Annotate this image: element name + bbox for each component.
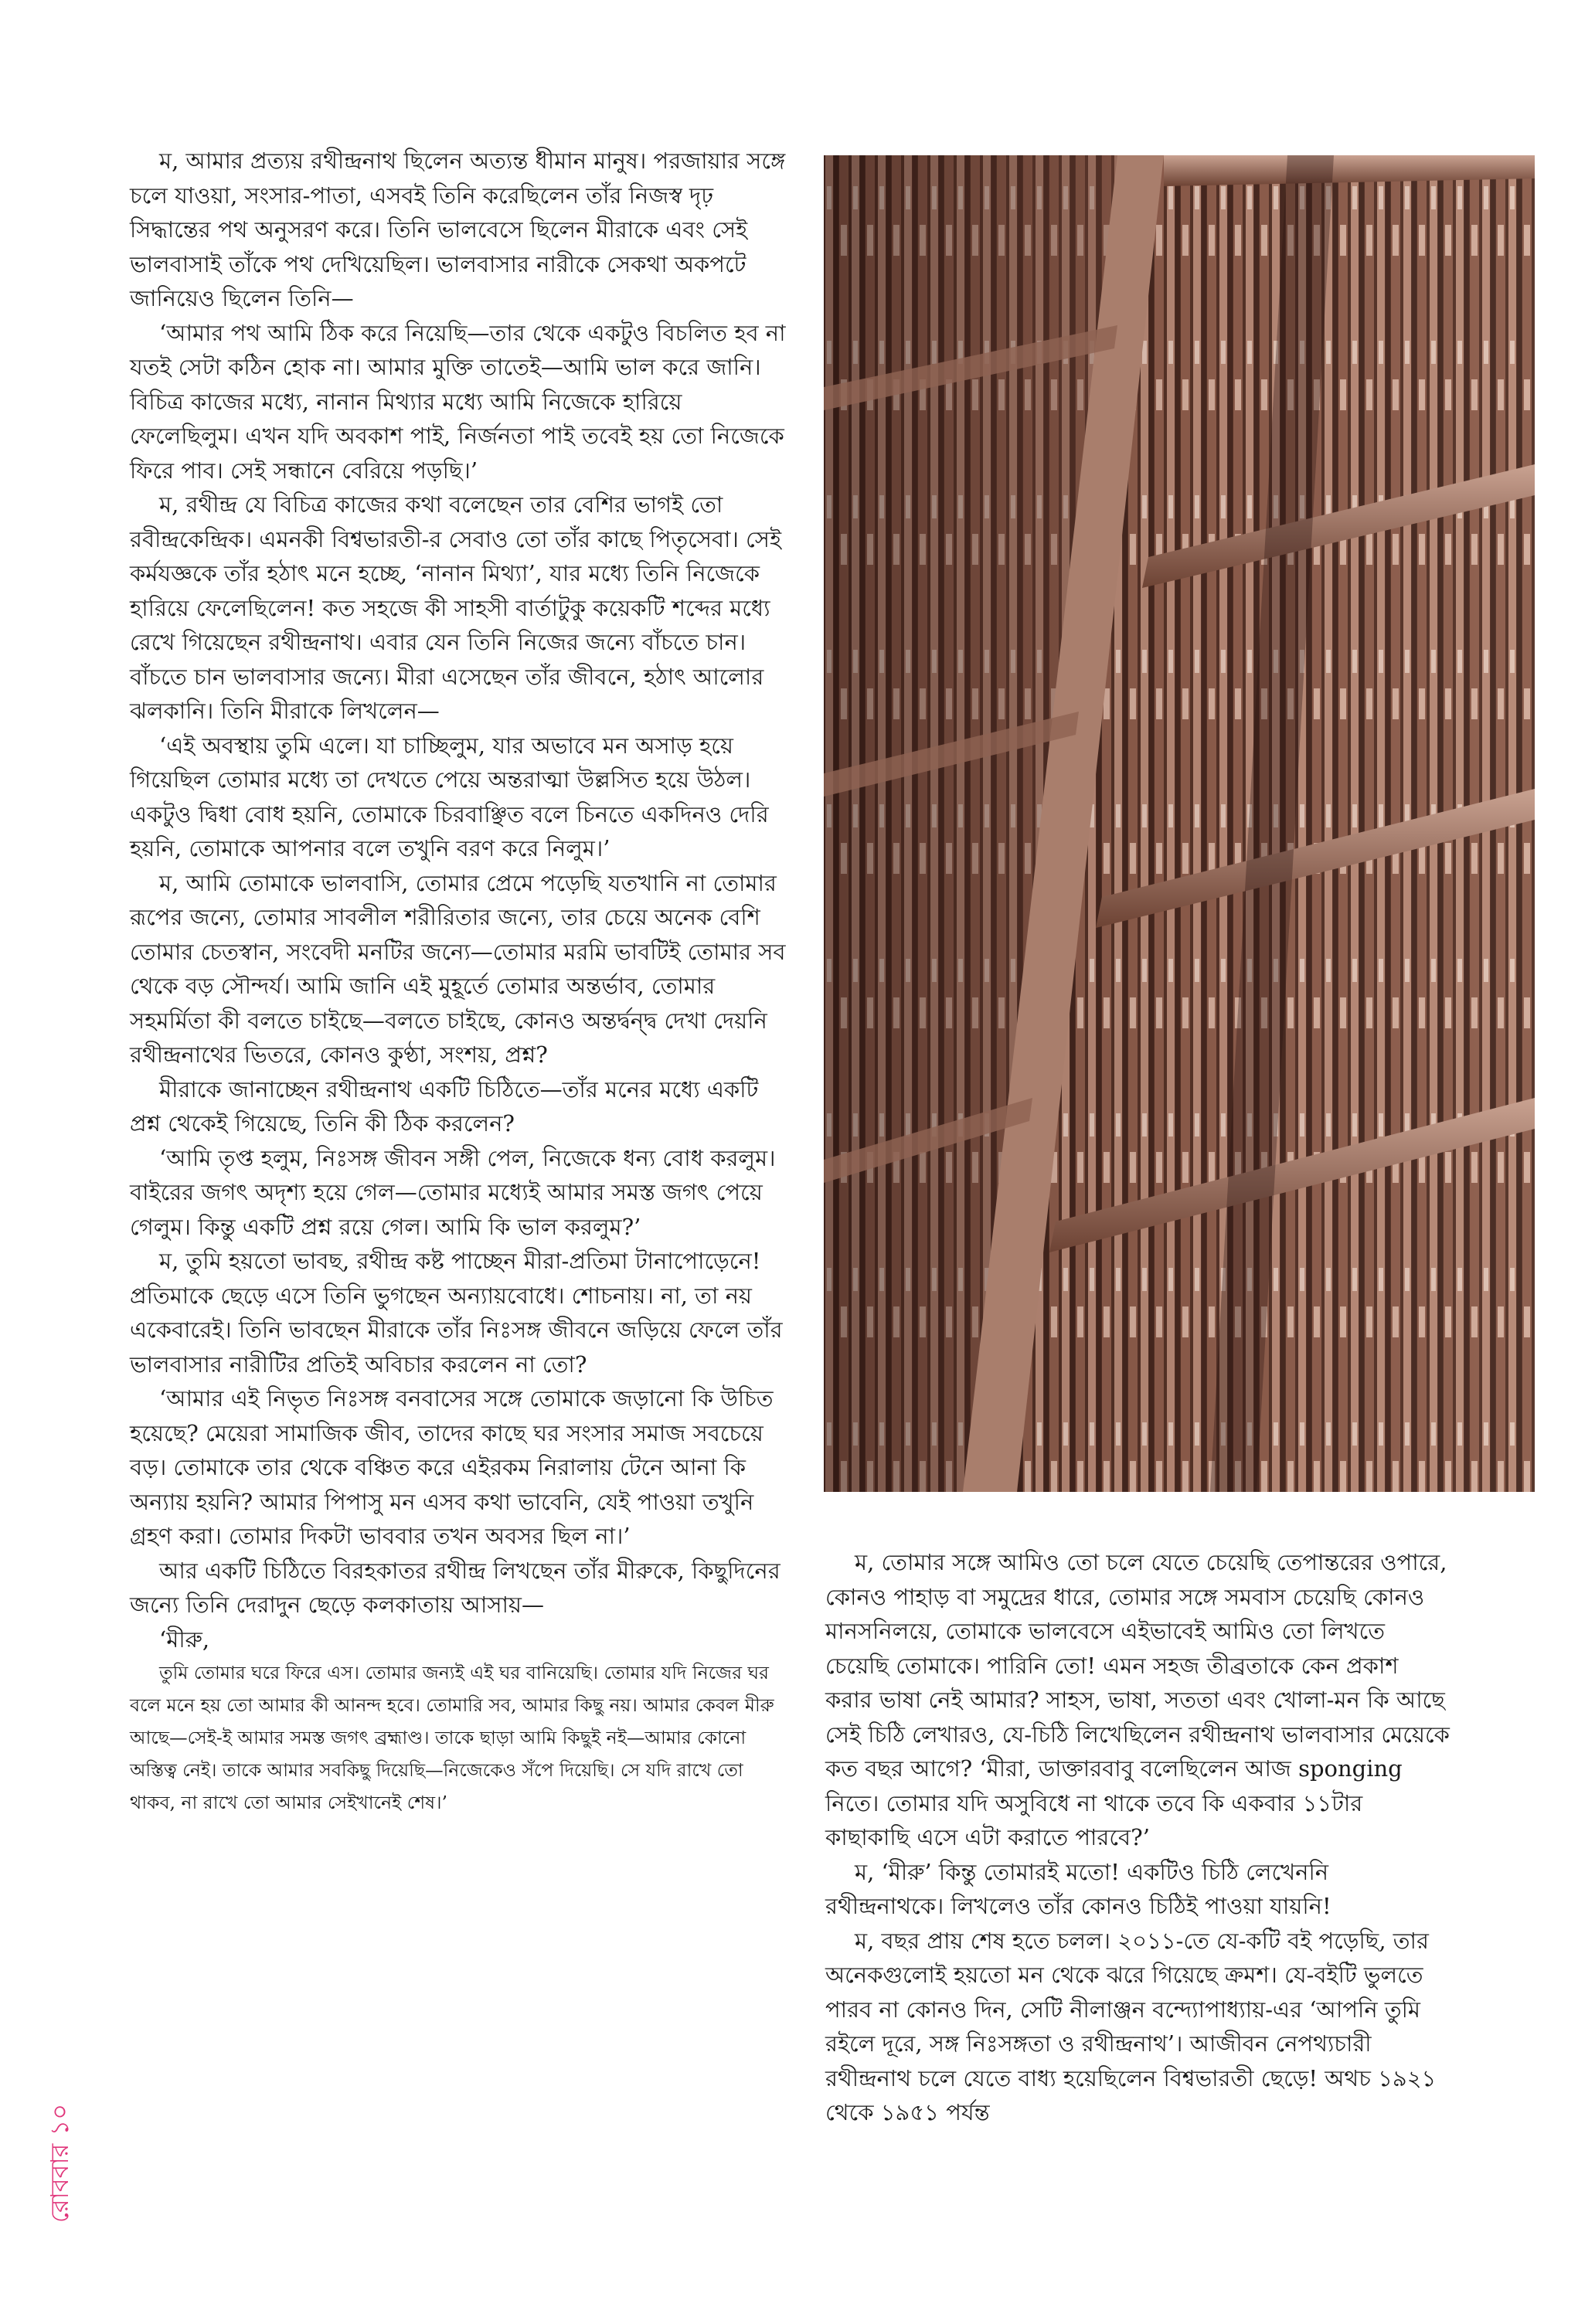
left-paragraph: ম, তুমি হয়তো ভাবছ, রথীন্দ্র কষ্ট পাচ্ছেন মীরা-প্রতিমা টানাপোড়েনে! প্রতিমাকে ছেড়ে এসে তিনি ভুগছেন অন্যায়বোধে। শোচনায়। না, তা নয় একেবারেই। তিনি ভাবছেন মীরাকে তাঁর নিঃসঙ্গ জীবনে জড়িয়ে ফেলে তাঁর ভালবাসার নারীটির প্রতিই অবিচার করলেন না তো? bbox=[130, 1248, 783, 1378]
left-paragraph: ম, রথীন্দ্র যে বিচিত্র কাজের কথা বলেছেন তার বেশির ভাগই তো রবীন্দ্রকেন্দ্রিক। এমনকী বিশ্বভারতী-র সেবাও তো তাঁর কাছে পিতৃসেবা। সেই কর্মযজ্ঞকে তাঁর হঠাৎ মনে হচ্ছে, ‘নানান মিথ্যা’, যার মধ্যে তিনি নিজেকে হারিয়ে ফেলেছিলেন! কত সহজে কী সাহসী বার্তাটুকু কয়েকটি শব্দের মধ্যে রেখে গিয়েছেন রথীন্দ্রনাথ। এবার যেন তিনি নিজের জন্যে বাঁচতে চান। বাঁচতে চান ভালবাসার জন্যে। মীরা এসেছেন তাঁর জীবনে, হঠাৎ আলোর ঝলকানি। তিনি মীরাকে লিখলেন— bbox=[130, 491, 782, 724]
right-column bbox=[825, 1545, 1451, 2130]
bookshelf-illustration bbox=[824, 155, 1535, 1492]
right-paragraph: ম, বছর প্রায় শেষ হতে চলল। ২০১১-তে যে-কটি বই পড়েছি, তার অনেকগুলোই হয়তো মন থেকে ঝরে গিয়েছে ক্রমশ। যে-বইটি ভুলতে পারব না কোনও দিন, সেটি নীলাঞ্জন বন্দ্যোপাধ্যায়-এর ‘আপনি তুমি রইলে দূরে, সঙ্গ নিঃসঙ্গতা ও রথীন্দ্রনাথ’। আজীবন নেপথ্যচারী রথীন্দ্রনাথ চলে যেতে বাধ্য হয়েছিলেন বিশ্বভারতী ছেড়ে! অথচ ১৯২১ থেকে ১৯৫১ পর্যন্ত bbox=[825, 1927, 1437, 2125]
left-column bbox=[130, 144, 793, 1819]
left-paragraph: ম, আমি তোমাকে ভালবাসি, তোমার প্রেমে পড়েছি যতখানি না তোমার রূপের জন্যে, তোমার সাবলীল শরীরিতার জন্যে, তার চেয়ে অনেক বেশি তোমার চেতস্বান, সংবেদী মনটির জন্যে—তোমার মরমি ভাবটিই তোমার সব থেকে বড় সৌন্দর্য। আমি জানি এই মুহূর্তে তোমার অন্তর্ভাব, তোমার সহমর্মিতা কী বলতে চাইছে—বলতে চাইছে, কোনও অন্তর্দ্বন্দ্ব দেখা দেয়নি রথীন্দ্রনাথের ভিতরে, কোনও কুণ্ঠা, সংশয়, প্রশ্ন? bbox=[130, 869, 786, 1068]
left-paragraph: ‘আমি তৃপ্ত হলুম, নিঃসঙ্গ জীবন সঙ্গী পেল, নিজেকে ধন্য বোধ করলুম। বাইরের জগৎ অদৃশ্য হয়ে গেল—তোমার মধ্যেই আমার সমস্ত জগৎ পেয়ে গেলুম। কিন্তু একটি প্রশ্ন রয়ে গেল। আমি কি ভাল করলুম?’ bbox=[130, 1144, 776, 1240]
left-paragraph: ‘আমার পথ আমি ঠিক করে নিয়েছি—তার থেকে একটুও বিচলিত হব না যতই সেটা কঠিন হোক না। আমার মুক্তি তাতেই—আমি ভাল করে জানি। বিচিত্র কাজের মধ্যে, নানান মিথ্যার মধ্যে আমি নিজেকে হারিয়ে ফেলেছিলুম। এখন যদি অবকাশ পাই, নির্জনতা পাই তবেই হয় তো নিজেকে ফিরে পাব। সেই সন্ধানে বেরিয়ে পড়ছি।’ bbox=[130, 319, 786, 484]
left-paragraph: ‘এই অবস্থায় তুমি এলে। যা চাচ্ছিলুম, যার অভাবে মন অসাড় হয়ে গিয়েছিল তোমার মধ্যে তা দেখতে পেয়ে অন্তরাত্মা উল্লসিত হয়ে উঠল। একটুও দ্বিধা বোধ হয়নি, তোমাকে চিরবাঞ্ছিত বলে চিনতে একদিনও দেরি হয়নি, তোমাকে আপনার বলে তখুনি বরণ করে নিলুম।’ bbox=[130, 732, 769, 861]
left-paragraph: ম, আমার প্রত্যয় রথীন্দ্রনাথ ছিলেন অত্যন্ত ধীমান মানুষ। পরজায়ার সঙ্গে চলে যাওয়া, সংসার-পাতা, এসবই তিনি করেছিলেন তাঁর নিজস্ব দৃঢ় সিদ্ধান্তের পথ অনুসরণ করে। তিনি ভালবেসে ছিলেন মীরাকে এবং সেই ভালবাসাই তাঁকে পথ দেখিয়েছিল। ভালবাসার নারীকে সেকথা অকপটে জানিয়েও ছিলেন তিনি— bbox=[130, 148, 786, 311]
right-paragraph: ম, তোমার সঙ্গে আমিও তো চলে যেতে চেয়েছি তেপান্তরের ওপারে, কোনও পাহাড় বা সমুদ্রের ধারে, তোমার সঙ্গে সমবাস চেয়েছি কোনও মানসনিলয়ে, তোমাকে ভালবেসে এইভাবেই আমিও তো লিখতে চেয়েছি তোমাকে। পারিনি তো! এমন সহজ তীব্রতাকে কেন প্রকাশ করার ভাষা নেই আমার? সাহস, ভাষা, সততা এবং খোলা-মন কি আছে সেই চিঠি লেখারও, যে-চিঠি লিখেছিলেন রথীন্দ্রনাথ ভালবাসার মেয়েকে কত বছর আগে? ‘মীরা, ডাক্তারবাবু বলেছিলেন আজ sponging নিতে। তোমার যদি অসুবিধে না থাকে তবে কি একবার ১১টার কাছাকাছি এসে এটা করাতে পারবে?’ bbox=[825, 1549, 1450, 1850]
left-paragraph: আর একটি চিঠিতে বিরহকাতর রথীন্দ্র লিখছেন তাঁর মীরুকে, কিছুদিনের জন্যে তিনি দেরাদুন ছেড়ে কলকাতায় আসায়— bbox=[130, 1557, 780, 1618]
page-label: রোববার ১০ bbox=[45, 2103, 74, 2224]
left-paragraph: মীরাকে জানাচ্ছেন রথীন্দ্রনাথ একটি চিঠিতে—তাঁর মনের মধ্যে একটি প্রশ্ন থেকেই গিয়েছে, তিনি কী ঠিক করলেন? bbox=[130, 1075, 759, 1137]
left-paragraph: ‘মীরু, bbox=[159, 1626, 210, 1653]
left-paragraph: তুমি তোমার ঘরে ফিরে এস। তোমার জন্যই এই ঘর বানিয়েছি। তোমার যদি নিজের ঘর বলে মনে হয় তো আমার কী আনন্দ হবে। তোমারি সব, আমার কিছু নয়। আমার কেবল মীরু আছে—সেই-ই আমার সমস্ত জগৎ ব্রহ্মাণ্ড। তাকে ছাড়া আমি কিছুই নই—আমার কোনো অস্তিত্ব নেই। তাকে আমার সবকিছু দিয়েছি—নিজেকেও সঁপে দিয়েছি। সে যদি রাখে তো থাকব, না রাখে তো আমার সেইখানেই শেষ।’ bbox=[130, 1662, 774, 1813]
bookshelf-photo bbox=[824, 155, 1535, 1492]
left-paragraph: ‘আমার এই নিভৃত নিঃসঙ্গ বনবাসের সঙ্গে তোমাকে জড়ানো কি উচিত হয়েছে? মেয়েরা সামাজিক জীব, তাদের কাছে ঘর সংসার সমাজ সবচেয়ে বড়। তোমাকে তার থেকে বঞ্চিত করে এইরকম নিরালায় টেনে আনা কি অন্যায় হয়নি? আমার পিপাসু মন এসব কথা ভাবেনি, যেই পাওয়া তখুনি গ্রহণ করা। তোমার দিকটা ভাববার তখন অবসর ছিল না।’ bbox=[130, 1385, 774, 1549]
right-paragraph: ম, ‘মীরু’ কিন্তু তোমারই মতো! একটিও চিঠি লেখেননি রথীন্দ্রনাথকে। লিখলেও তাঁর কোনও চিঠিই পাওয়া যায়নি! bbox=[825, 1858, 1331, 1919]
